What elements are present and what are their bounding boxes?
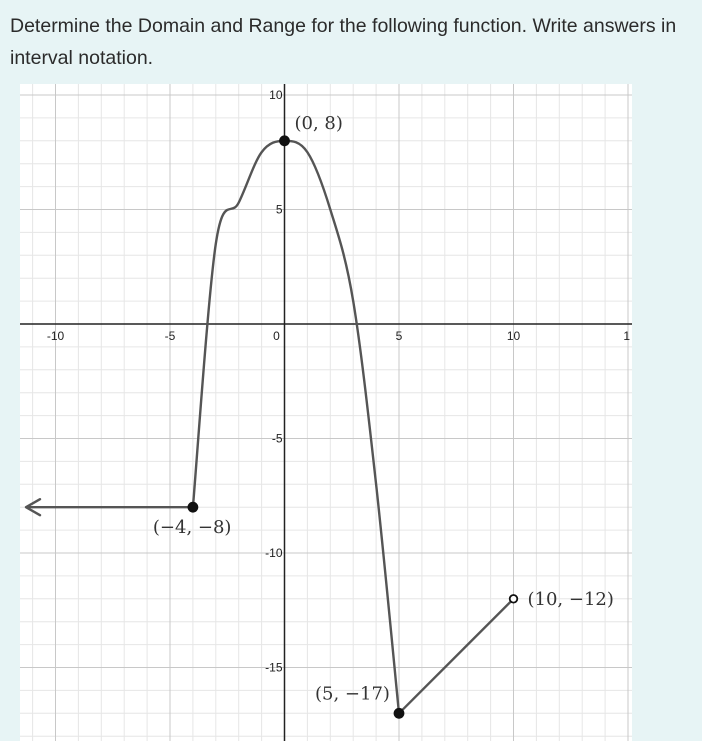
closed-point [188,503,197,512]
question-line-1: Determine the Domain and Range for the following function. Write answers in [10,15,677,37]
x-tick-label: 10 [506,329,521,343]
parabola-curve [193,141,399,714]
point-label: (10, −12) [527,588,614,610]
question-line-2: interval notation. [10,47,154,69]
y-tick-label: -15 [265,660,283,675]
function-graph [20,84,632,741]
x-tick-label: 5 [395,329,403,343]
line-segment [399,599,514,714]
y-tick-label: 5 [275,202,283,217]
x-tick-label: -5 [164,329,176,343]
point-label: (5, −17) [315,683,390,705]
y-tick-label: -10 [265,546,283,560]
point-label: (−4, −8) [152,517,232,539]
x-tick-label: -10 [46,329,65,343]
y-tick-label: 10 [269,88,283,102]
closed-point [280,136,289,145]
graph-svg [20,84,632,741]
x-tick-label: 1 [623,329,630,343]
point-label: (0, 8) [294,112,343,134]
open-point [510,595,518,603]
question-text [10,10,702,74]
closed-point [395,709,404,718]
y-tick-label: -5 [271,431,283,446]
x-tick-label: 0 [273,329,280,343]
